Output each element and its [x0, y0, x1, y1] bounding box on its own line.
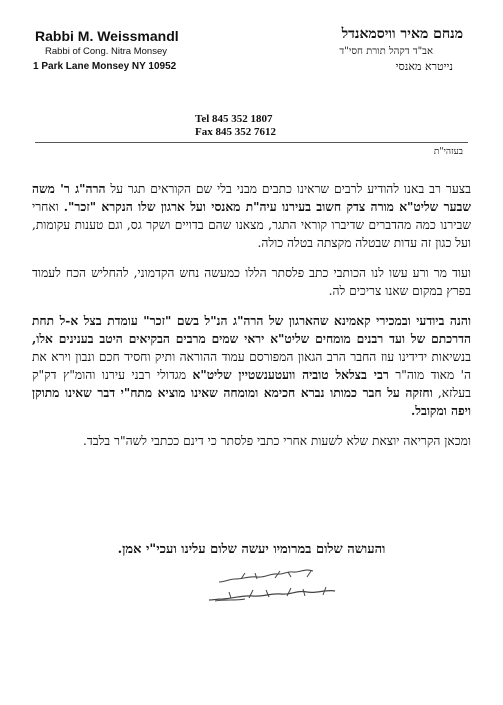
paragraph-2: ועוד מר ורע עשו לנו הכותבי כתב פלסתר הללו כמעשה נחש הקדמוני, להחליש הכח לעמוד בפרץ במקום שאנו צריכים לה.: [32, 266, 471, 298]
bsd-header: בעזהי"ת: [433, 147, 463, 157]
english-title: Rabbi of Cong. Nitra Monsey: [45, 46, 167, 57]
paragraph-1: בצער רב באנו להודיע לרבים שראינו כתבים מבני בלי שם הקוראים תגר על הרה"ג ר' משה שבער שליט"א מורה צדק חשוב בעירנו עיה"ת מאנסי ועל ארגון שלו הנקרא "זכר". ואחרי שבירנו כמה מהדברים שדיברו קוראי התגר, מצאנו שהם בדויים ושקר גס, וגם טענות עקומות, ועל כגון זה עדות שבטלה מקצתה בטלה כולה.: [32, 182, 472, 250]
handwritten-signature: [195, 565, 345, 607]
closing-line: והעושה שלום במרומיו יעשה שלום עלינו ועכי"י אמן.: [117, 542, 386, 557]
english-name: Rabbi M. Weissmandl: [35, 28, 179, 44]
telephone: Tel 845 352 1807: [195, 113, 273, 125]
english-address: 1 Park Lane Monsey NY 10952: [33, 61, 177, 72]
paragraph-3: והנה ביודעי ובמכירי קאמינא שהארגון של הרה"ג הנ"ל בשם "זכר" עומדת בצל א-ל תחת הדרכתם של ועד רבנים מומחים שליט"א יראי שמים מרבים הבקיאים היטב בענינים אלו, בנשיאות ידידינו עוז החבר הרב הגאון המפורסם עמוד ההוראה ותיק וחסיד חכם ונבון וירא את ה' מאוד מוה"ר רבי בצלאל טוביה וועטענשטיין שליט"א מגדולי רבני עירנו והומ"ץ דק"ק בעלזא, וחזקה על חבר כמותו נברא חכימא ומומחה שאינו מוציא מתח"י דבר שאינו מתוקן ויפה ומקובל.: [32, 314, 471, 418]
hebrew-title: אב"ד דקהל תורת חסי"ד: [339, 46, 433, 57]
letterhead-divider: [35, 142, 468, 143]
letterhead-english: [35, 28, 235, 72]
letter-body: [32, 180, 471, 462]
paragraph-4: ומכאן הקריאה יוצאת שלא לשעות אחרי כתבי פלסתר כי דינם ככתבי לשה"ר בלבד.: [82, 434, 471, 448]
hebrew-place: נייטרא מאנסי: [395, 60, 453, 73]
contact-info: [195, 113, 276, 139]
letterhead-hebrew: [263, 26, 463, 73]
hebrew-name: מנחם מאיר וויסמאנדל: [341, 26, 463, 42]
fax: Fax 845 352 7612: [195, 126, 276, 138]
